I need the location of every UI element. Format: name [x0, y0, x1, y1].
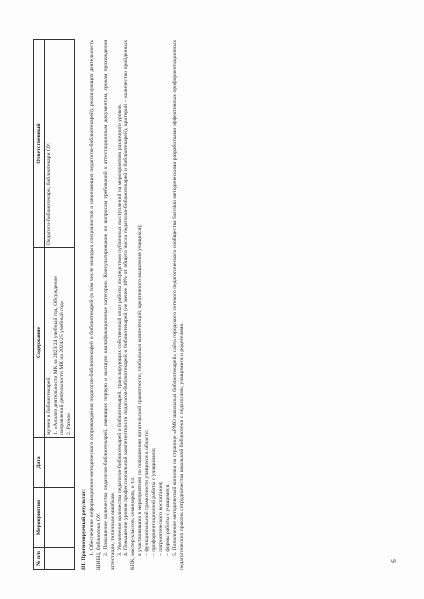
rotated-content: [33, 40, 393, 570]
result-dash-item: – профориентационной работы с учащимися;: [151, 447, 158, 556]
content-line: 2. Разное.: [65, 411, 72, 435]
table-row: [44, 40, 74, 570]
results-heading: III. Прогнозируемый результат:: [80, 489, 87, 570]
result-dash-item: – формы работы с учащимися.: [164, 483, 171, 556]
header-content: Содержание: [34, 248, 45, 438]
results-section: [81, 40, 186, 570]
cell-date: [44, 438, 74, 488]
result-dash-item: – патриотического воспитания;: [157, 481, 164, 556]
header-event: Мероприятия: [34, 488, 45, 548]
header-responsible: Ответственный: [34, 40, 45, 248]
result-item: 4. Повышение уровня профессиональной компетентности педагогов-библиотекарей и библиотекарей (не менее 10% от общего числа педагогов-библиотекарей и библиотекарей), критерий – количество пройденных КПК, мастер-классов, семинаров, и т.п.: [123, 40, 137, 570]
plan-table: [33, 39, 75, 570]
result-item: 2. Повышение количества педагогов-библиотекарей, имеющих первую и высшую квалификационные категории. Консультирование по вопросам требований к аттестационным документам, срокам прохождения аттестации, типичным ошибкам.: [102, 40, 116, 570]
result-item: 1. Обеспечение информационно-методического сопровождения педагогов-библиотекарей и библиотекарей (в том числе молодых специалистов и начинающих педагогов-библиотекарей), реализующих деятельность ШИБЦ, библиотеки ОУ.: [88, 40, 102, 570]
result-dash-item: – функциональной грамотности учащихся в области:: [144, 429, 151, 556]
cell-num: [44, 548, 74, 570]
page-number: 6: [389, 559, 398, 563]
table-header-row: [34, 40, 45, 570]
cell-event: [44, 488, 74, 548]
result-item: в участвовавших в мероприятиях по повышению читательской грамотности, глобальных компетенций, креативного мышления учащихся);: [137, 224, 144, 556]
result-item: 3. Увеличение количества педагогов-библиотекарей и библиотекарей, транслирующих собственный опыт работы посредством публичных выступлений на мероприятиях различного уровня.: [116, 103, 123, 556]
content-line: 1. «Анализ деятельности МК за 2023/24 учебный год. Обсуждение направлений деятельности МК на 2024/25 учебный год»: [52, 276, 66, 435]
header-num: № п/п: [34, 548, 45, 570]
cell-responsible: Педагоги-библиотекари, библиотекари ОУ.: [44, 40, 74, 248]
result-final-item: 5. Пополнение методической копилки на странице «РМО школьных библиотекарей» сайта городского сетевого педагогического сообщества Sarvikki методическими разработками эффективных профориентационных педагогических практик сотрудничества школьной библиотеки с педагогами, учащимися и родителями.: [171, 40, 185, 570]
cell-content: [44, 248, 74, 438]
content-line: музеев и библиотекарей.: [46, 376, 53, 435]
header-date: Дата: [34, 438, 45, 488]
